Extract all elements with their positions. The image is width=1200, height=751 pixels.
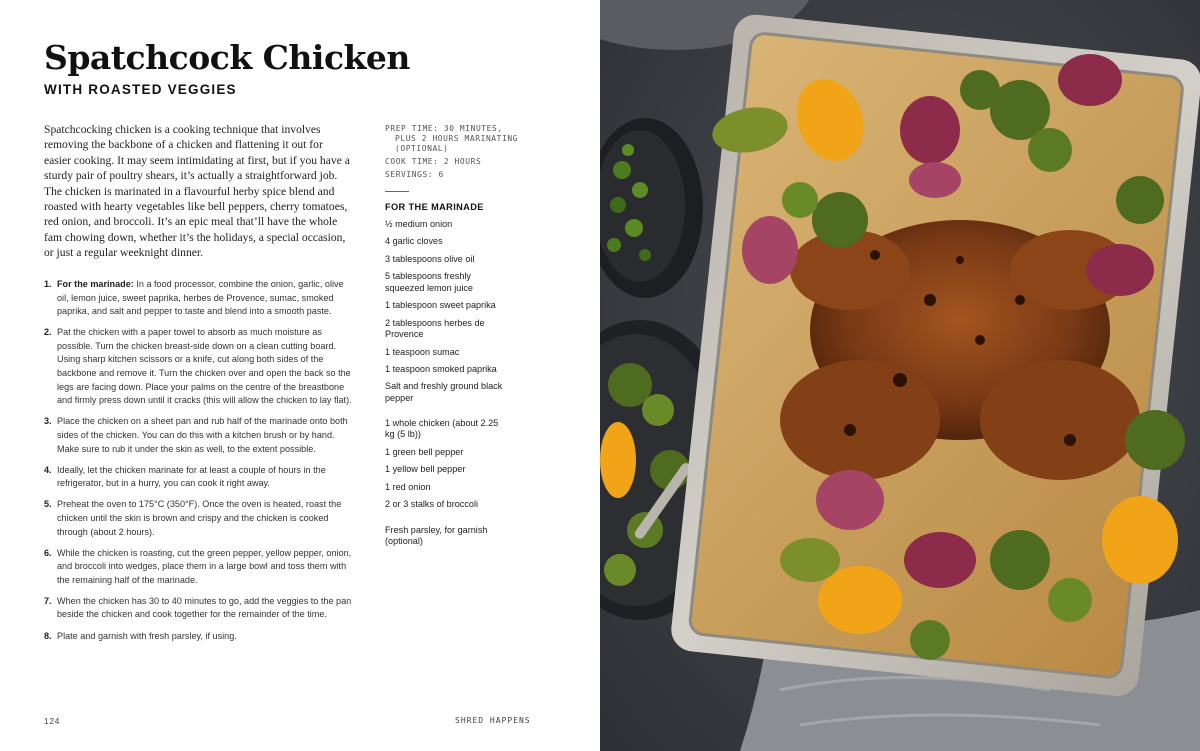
ingredient-item: 2 or 3 stalks of broccoli — [385, 499, 478, 510]
step-number: 6. — [44, 547, 52, 558]
ingredients-list — [385, 219, 505, 553]
step-body: Plate and garnish with fresh parsley, if using. — [57, 630, 237, 641]
step-body: Place the chicken on a sheet pan and rub half of the marinade onto both sides of the chicken. You can do this with a kitchen brush or by hand. Make sure to rub it under the skin as well, to the extent possible. — [57, 416, 348, 454]
method-step — [44, 464, 356, 491]
ingredients-heading: FOR THE MARINADE — [385, 202, 484, 212]
ingredient-item: 1 tablespoon sweet paprika — [385, 300, 496, 311]
prep-time-line: PLUS 2 HOURS MARINATING — [395, 133, 519, 143]
step-body: In a food processor, combine the onion, garlic, olive oil, lemon juice, sweet paprika, herbes de Provence, sumac, smoked paprika, and salt and pepper to taste and blend into a smooth paste. — [57, 279, 344, 317]
step-body: When the chicken has 30 to 40 minutes to go, add the veggies to the pan beside the chicken and cook together for the remainder of the time. — [57, 595, 352, 620]
step-text — [57, 630, 237, 644]
step-number: 1. — [44, 279, 52, 289]
ingredient-item: 2 tablespoons herbes de Provence — [385, 317, 485, 340]
recipe-intro: Spatchcocking chicken is a cooking technique that involves removing the backbone of a chicken and flattening it out for easier cooking. It may seem intimidating at first, but if you have a sturdy pair of poultry shears, it’s actually a straightforward job. The chicken is marinated in a flavourful herby spice blend and roasted with hearty vegetables like bell peppers, cherry tomatoes, red onion, and broccoli. It’s an epic meal that’ll have the whole fam chowing down, whether it’s the holidays, a special occasion, or just a regular weeknight dinner. — [44, 123, 350, 260]
method-step — [44, 415, 356, 456]
step-number: 2. — [44, 327, 52, 338]
roasted-chicken-photo — [600, 0, 1200, 751]
ingredient-item: 1 yellow bell pepper — [385, 464, 466, 475]
method-step — [44, 595, 356, 622]
ingredient-item: 1 green bell pepper — [385, 446, 464, 457]
step-text — [57, 498, 356, 539]
ingredient-item: ½ medium onion — [385, 219, 453, 229]
step-text — [57, 595, 356, 622]
prep-time-line: (OPTIONAL) — [395, 143, 449, 153]
servings: SERVINGS: 6 — [385, 169, 444, 179]
method-steps — [44, 278, 356, 651]
step-number: 4. — [44, 464, 52, 475]
ingredient-item: Salt and freshly ground black pepper — [385, 381, 503, 403]
divider — [385, 191, 409, 192]
ingredient-item: 5 tablespoons freshly squeezed lemon juice — [385, 271, 473, 293]
method-step — [44, 326, 356, 408]
page-number: 124 — [44, 716, 60, 726]
recipe-photo — [600, 0, 1200, 751]
step-text — [57, 326, 356, 408]
step-body: Pat the chicken with a paper towel to absorb as much moisture as possible. Turn the chicken breast-side down on a clean cutting board. Using sharp kitchen scissors or a knife, cut along both sides of the backbone and remove it. Turn the chicken over and open the back so the legs are facing down. Place your palms on the centre of the breastbone and firmly press down until it cracks (this will allow the chicken to lay flat). — [57, 327, 352, 406]
step-body: Preheat the oven to 175°C (350°F). Once the oven is heated, roast the chicken until the skin is brown and crispy and the chicken is cooked through (about 2 hours). — [57, 499, 342, 537]
prep-time — [385, 124, 525, 153]
recipe-meta — [385, 124, 525, 183]
step-number: 5. — [44, 499, 52, 510]
step-text — [57, 278, 356, 319]
prep-time-line: PREP TIME: 30 MINUTES, — [385, 124, 503, 133]
ingredient-item: 1 teaspoon sumac — [385, 346, 460, 357]
ingredient-item: Fresh parsley, for garnish (optional) — [385, 524, 488, 546]
cook-time: COOK TIME: 2 HOURS — [385, 156, 482, 166]
ingredient-item: 1 red onion — [385, 481, 431, 492]
book-title: SHRED HAPPENS — [455, 716, 531, 725]
method-step — [44, 278, 356, 319]
method-step — [44, 498, 356, 539]
ingredient-item: 1 whole chicken (about 2.25 kg (5 lb)) — [385, 418, 499, 440]
step-body: Ideally, let the chicken marinate for at least a couple of hours in the refrigerator, but in a hurry, you can cook it right away. — [57, 464, 326, 489]
step-lead: For the marinade: — [57, 279, 134, 289]
step-number: 8. — [44, 630, 52, 641]
step-text — [57, 547, 356, 588]
step-body: While the chicken is roasting, cut the green pepper, yellow pepper, onion, and broccoli into wedges, place them in a large bowl and toss them with the remaining half of the marinade. — [57, 547, 352, 585]
method-step — [44, 630, 356, 644]
step-number: 7. — [44, 595, 52, 606]
step-number: 3. — [44, 416, 52, 427]
ingredient-item: 3 tablespoons olive oil — [385, 253, 475, 264]
step-text — [57, 464, 356, 491]
recipe-title: Spatchcock Chicken — [44, 38, 410, 77]
step-text — [57, 415, 356, 456]
ingredient-item: 4 garlic cloves — [385, 236, 443, 247]
ingredient-item: 1 teaspoon smoked paprika — [385, 363, 497, 374]
recipe-subtitle: WITH ROASTED VEGGIES — [44, 82, 237, 97]
method-step — [44, 547, 356, 588]
